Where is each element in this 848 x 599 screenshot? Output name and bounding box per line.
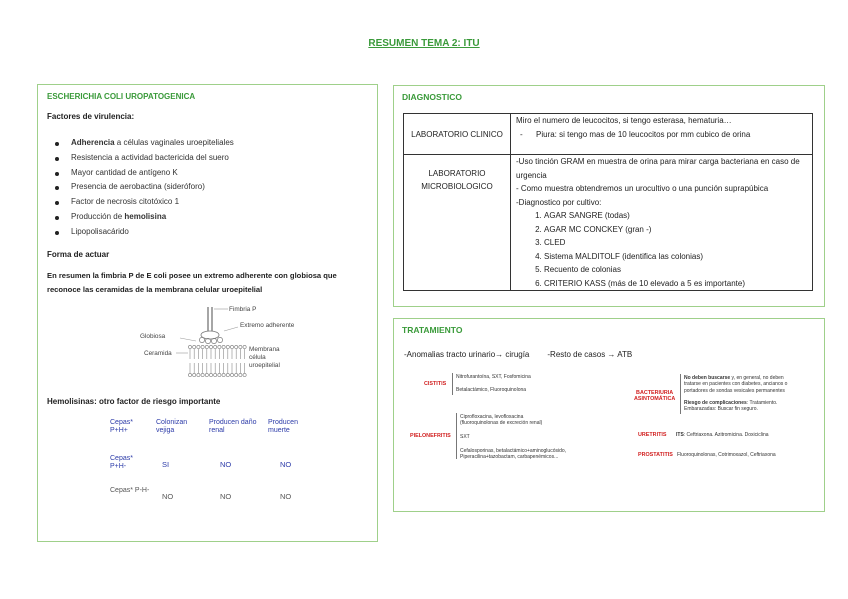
globiosa-ring xyxy=(211,338,216,343)
hemolysins-label: Hemolisinas: otro factor de riesgo importante xyxy=(47,397,221,406)
tratamiento-panel xyxy=(393,318,825,512)
lipid-head xyxy=(214,373,217,376)
clinico-bullet: - Piura: si tengo mas de 10 leucocitos por mm cubico de orina xyxy=(516,128,806,142)
table-cell: NO xyxy=(162,492,174,501)
membrana-label: Membrana xyxy=(249,346,280,353)
prostatitis-label: PROSTATITIS xyxy=(638,452,673,458)
leader-line xyxy=(180,338,196,341)
list-item: 5. Recuento de colonias xyxy=(544,263,806,277)
ecoli-heading: ESCHERICHIA COLI UROPATOGENICA xyxy=(47,92,196,101)
culture-list xyxy=(516,209,806,290)
lipid-head xyxy=(222,373,225,376)
bacteriuria-riesgo: Riesgo de complicaciones: Tratamiento. Embarazadas: Buscar fin seguro. xyxy=(684,400,778,413)
list-item: Mayor cantidad de antígeno K xyxy=(52,166,234,181)
table-header: Colonizan vejiga xyxy=(156,419,188,434)
lipid-head xyxy=(209,373,212,376)
lipid-head xyxy=(235,345,238,348)
lipid-head xyxy=(218,373,221,376)
action-summary: En resumen la fimbria P de E coli posee un extremo adherente con globiosa que reconoce las ceramidas de la membrana celular uroepitelial xyxy=(47,271,337,294)
lipid-head xyxy=(205,373,208,376)
table-cell: NO xyxy=(280,460,292,469)
table-header: Producen daño renal xyxy=(209,419,257,434)
cistitis-item: Betalactámico, Fluoroquinolona xyxy=(456,387,527,393)
list-item: Producción de hemolisina xyxy=(52,210,234,225)
pielonefritis-item: SXT xyxy=(460,434,470,440)
anomalias-text: -Anomalias tracto urinario→ cirugía xyxy=(404,350,530,359)
list-item: Adherencia a células vaginales uroepiteliales xyxy=(52,136,234,151)
list-item: Presencia de aerobactina (sideróforo) xyxy=(52,180,234,195)
table-header: Cepas* P+H+ xyxy=(110,419,133,434)
diagnostico-table xyxy=(403,113,813,291)
diagnostico-heading: DIAGNOSTICO xyxy=(402,92,462,102)
list-item: Resistencia a actividad bactericida del suero xyxy=(52,151,234,166)
lipid-head xyxy=(201,373,204,376)
virulence-list xyxy=(52,136,234,240)
table-header: Producen muerte xyxy=(268,419,298,434)
list-item: Lipopolisacárido xyxy=(52,225,234,240)
lipid-head xyxy=(193,345,196,348)
cistitis-label: CISTITIS xyxy=(424,381,447,387)
page-title: RESUMEN TEMA 2: ITU xyxy=(368,38,480,49)
lipid-head xyxy=(201,345,204,348)
lipid-head xyxy=(243,345,246,348)
ceramida-label: Ceramida xyxy=(144,350,172,357)
diagnostico-panel xyxy=(393,85,825,307)
action-label: Forma de actuar xyxy=(47,250,110,259)
lipid-head xyxy=(197,373,200,376)
virulence-label: Factores de virulencia: xyxy=(47,112,135,121)
fimbria-diagram xyxy=(136,301,295,385)
list-item: 3. CLED xyxy=(544,236,806,250)
celula-label: célula xyxy=(249,354,266,361)
list-item: 6. CRITERIO KASS (más de 10 elevado a 5 es importante) xyxy=(544,277,806,291)
uretritis-text: ITS: Ceftriaxona. Azitromicina. Doxiciclina xyxy=(676,432,769,438)
bacteriuria-text: No deben buscarse y, en general, no deben tratarse en pacientes con diabetes, ancianos o portadores de sondas vesicales permanentes xyxy=(684,375,788,394)
lipid-head xyxy=(222,345,225,348)
resto-text: -Resto de casos → ATB xyxy=(547,350,633,359)
pielonefritis-label: PIELONEFRITIS xyxy=(410,433,451,439)
lipid-head xyxy=(209,345,212,348)
fimbria-label: Fimbria P xyxy=(229,306,257,313)
table-cell xyxy=(511,155,813,291)
micro-line: -Diagnostico por cultivo: xyxy=(516,197,602,207)
uroepitelial-label: uroepitelial xyxy=(249,362,280,369)
lipid-head xyxy=(226,345,229,348)
micro-line: - Como muestra obtendremos un urocultivo o una punción suprapúbica xyxy=(516,184,769,193)
extremo-label: Extremo adherente xyxy=(240,322,295,329)
pielonefritis-item: Cefalosporinas, betalactámico+aminoglucósido, xyxy=(460,448,567,454)
lipid-head xyxy=(197,345,200,348)
lipid-head xyxy=(205,345,208,348)
clinico-intro: Miro el numero de leucocitos, si tengo esterasa, hematuria… xyxy=(516,116,732,125)
treatment-summary xyxy=(404,350,632,359)
prostatitis-text: Fluoroquinolonas, Cotrimoxazol, Ceftriaxona xyxy=(677,452,776,458)
uretritis-label: URETRITIS xyxy=(638,432,667,438)
leader-line xyxy=(224,327,238,331)
lipid-head xyxy=(239,345,242,348)
globiosa-label: Globiosa xyxy=(140,333,166,340)
lipid-head xyxy=(230,345,233,348)
table-row-label: Cepas* P+H- xyxy=(110,455,133,470)
lipid-head xyxy=(239,373,242,376)
table-row xyxy=(404,155,813,291)
list-item: Factor de necrosis citotóxico 1 xyxy=(52,195,234,210)
table-cell: LABORATORIO CLINICO xyxy=(404,114,511,155)
lipid-head xyxy=(226,373,229,376)
lipid-head xyxy=(193,373,196,376)
brace xyxy=(452,373,453,395)
lipid-head xyxy=(230,373,233,376)
lipid-head xyxy=(188,373,191,376)
table-cell: NO xyxy=(220,492,232,501)
lipid-head xyxy=(188,345,191,348)
list-item: 1. AGAR SANGRE (todas) xyxy=(544,209,806,223)
globiosa-ring xyxy=(199,337,204,342)
bacteriuria-label: BACTERIURIA ASINTOMÁTICA xyxy=(634,390,676,402)
ecoli-panel xyxy=(37,84,378,542)
brace xyxy=(680,374,681,414)
lipid-head xyxy=(218,345,221,348)
lipid-head xyxy=(214,345,217,348)
micro-line: -Uso tinción GRAM en muestra de orina para mirar carga bacteriana en caso de urgencia xyxy=(516,157,800,180)
brace xyxy=(456,413,457,459)
table-row-label: Cepas* P-H- xyxy=(110,487,150,494)
pielonefritis-item: Piperacilina+tazobactam, carbapenémicos... xyxy=(460,454,559,460)
lipid-head xyxy=(235,373,238,376)
tratamiento-heading: TRATAMIENTO xyxy=(402,325,463,335)
table-cell: SI xyxy=(162,460,170,469)
table-cell: NO xyxy=(220,460,232,469)
pielonefritis-item: (fluoroquinolonas de excreción renal) xyxy=(460,420,543,426)
globiosa-ring xyxy=(217,337,222,342)
list-item: 4. Sistema MALDITOLF (identifica las colonias) xyxy=(544,250,806,264)
pielonefritis-item: Ciprofloxacina, levofloxacina xyxy=(460,414,524,420)
lipid-head xyxy=(243,373,246,376)
table-row xyxy=(404,114,813,155)
table-cell xyxy=(511,114,813,155)
membrane-lipids xyxy=(188,345,246,376)
cistitis-item: Nitrofurantoína, SXT, Fosfomicina xyxy=(456,374,531,380)
list-item: 2. AGAR MC CONCKEY (gran -) xyxy=(544,223,806,237)
table-cell: LABORATORIO MICROBIOLOGICO xyxy=(404,155,511,291)
table-cell: NO xyxy=(280,492,292,501)
